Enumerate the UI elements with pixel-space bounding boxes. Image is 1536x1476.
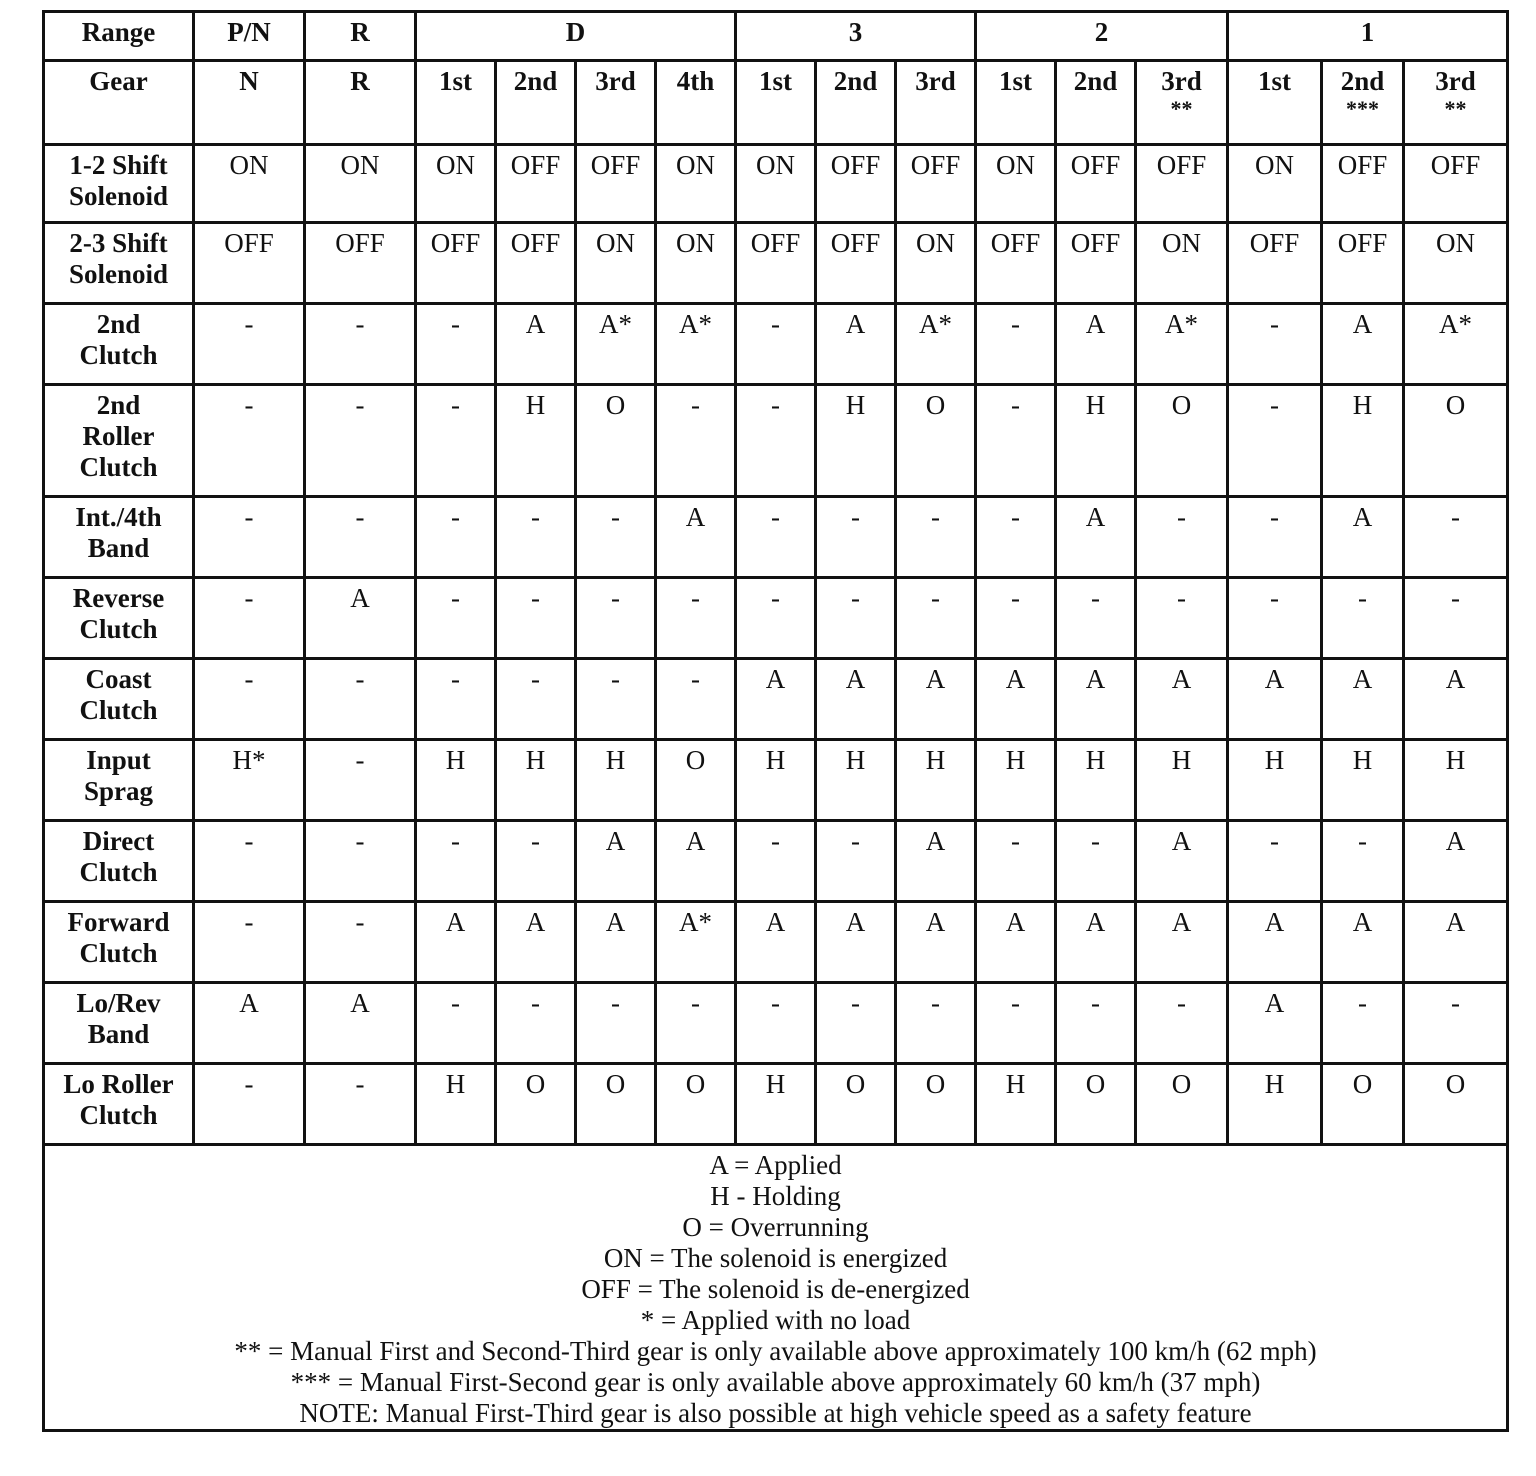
table-cell: A <box>816 659 896 740</box>
table-cell: A <box>1056 659 1136 740</box>
gear-name: 1st <box>439 66 472 96</box>
table-row <box>44 223 1508 304</box>
table-cell: OFF <box>1322 145 1404 223</box>
table-cell: - <box>194 304 305 385</box>
table-cell: - <box>976 385 1056 497</box>
gear-name: 2nd <box>1073 66 1118 96</box>
table-cell: A <box>1322 659 1404 740</box>
component-label-line: Coast <box>85 664 152 694</box>
table-cell: A <box>896 659 976 740</box>
range-header-row <box>44 12 1508 61</box>
table-cell: - <box>194 1064 305 1145</box>
table-cell: - <box>816 821 896 902</box>
table-cell: A* <box>656 304 736 385</box>
table-cell: ON <box>656 145 736 223</box>
legend-item: *** = Manual First-Second gear is only available above approximately 60 km/h (37 mph) <box>290 1367 1261 1397</box>
legend-item: ** = Manual First and Second-Third gear is only available above approximately 100 km/h (62 mph) <box>234 1336 1317 1366</box>
range-header: 3 <box>736 12 976 61</box>
table-cell: - <box>305 821 416 902</box>
table-cell: - <box>305 1064 416 1145</box>
table-cell: H <box>736 1064 816 1145</box>
table-cell: A <box>576 902 656 983</box>
table-cell: A <box>976 659 1056 740</box>
table-cell: OFF <box>1056 145 1136 223</box>
table-cell: OFF <box>496 145 576 223</box>
table-cell: ON <box>656 223 736 304</box>
range-label: Range <box>44 12 194 61</box>
gear-name: 1st <box>999 66 1033 96</box>
table-cell: - <box>1322 578 1404 659</box>
gear-header <box>1056 61 1136 145</box>
table-cell: O <box>656 740 736 821</box>
table-cell: - <box>736 821 816 902</box>
table-cell: H <box>576 740 656 821</box>
table-cell: H <box>1322 740 1404 821</box>
table-cell: A <box>416 902 496 983</box>
table-cell: - <box>576 578 656 659</box>
table-cell: H <box>496 385 576 497</box>
table-cell: - <box>305 902 416 983</box>
table-row <box>44 304 1508 385</box>
table-cell: - <box>416 983 496 1064</box>
gear-name: 3rd <box>1435 66 1476 96</box>
table-cell: - <box>1136 578 1228 659</box>
table-cell: H <box>736 740 816 821</box>
table-cell: A <box>1404 821 1508 902</box>
gear-name: R <box>350 66 370 96</box>
table-cell: - <box>736 497 816 578</box>
table-cell: H <box>1136 740 1228 821</box>
table-cell: ON <box>194 145 305 223</box>
table-cell: - <box>576 659 656 740</box>
component-label-line: Clutch <box>79 857 158 887</box>
table-cell: - <box>656 983 736 1064</box>
component-label-line: 2nd <box>96 390 141 420</box>
component-label-line: Clutch <box>79 1100 158 1130</box>
gear-name: N <box>239 66 259 96</box>
table-cell: O <box>1322 1064 1404 1145</box>
table-cell: O <box>1136 385 1228 497</box>
gear-header <box>194 61 305 145</box>
table-cell: - <box>576 983 656 1064</box>
component-label-line: Band <box>87 533 150 563</box>
table-cell: ON <box>416 145 496 223</box>
table-cell: - <box>416 821 496 902</box>
table-cell: H <box>976 740 1056 821</box>
table-cell: - <box>736 983 816 1064</box>
gear-note: *** <box>1346 96 1380 121</box>
table-cell: - <box>736 385 816 497</box>
table-cell: - <box>1228 385 1322 497</box>
table-cell: - <box>194 385 305 497</box>
legend-item: * = Applied with no load <box>640 1305 911 1335</box>
table-cell: - <box>816 578 896 659</box>
table-cell: - <box>194 902 305 983</box>
legend-row <box>44 1145 1508 1431</box>
table-cell: - <box>1228 578 1322 659</box>
table-cell: A <box>816 902 896 983</box>
table-cell: O <box>656 1064 736 1145</box>
table-cell: A <box>1404 659 1508 740</box>
table-cell: - <box>576 497 656 578</box>
component-label-line: Clutch <box>79 695 158 725</box>
gear-label: Gear <box>44 61 194 145</box>
table-row <box>44 902 1508 983</box>
component-label-line: Roller <box>82 421 155 451</box>
table-cell: - <box>896 497 976 578</box>
clutch-application-chart <box>42 10 1506 1432</box>
table-cell: - <box>194 497 305 578</box>
table-cell: A <box>896 902 976 983</box>
table-cell: ON <box>305 145 416 223</box>
range-header: P/N <box>194 12 305 61</box>
component-label <box>44 223 194 304</box>
table-cell: - <box>305 659 416 740</box>
component-label-line: 1-2 Shift <box>69 150 168 180</box>
gear-name: 2nd <box>513 66 558 96</box>
table-cell: OFF <box>736 223 816 304</box>
gear-name: 3rd <box>595 66 636 96</box>
table-cell: A <box>194 983 305 1064</box>
table-row <box>44 821 1508 902</box>
gear-header <box>1404 61 1508 145</box>
gear-header <box>576 61 656 145</box>
table-cell: - <box>416 385 496 497</box>
table-row <box>44 385 1508 497</box>
component-label-line: Lo Roller <box>63 1069 174 1099</box>
component-label-line: Forward <box>67 907 170 937</box>
range-header: D <box>416 12 736 61</box>
table-cell: O <box>496 1064 576 1145</box>
table-cell: ON <box>896 223 976 304</box>
table-cell: - <box>496 497 576 578</box>
table-cell: ON <box>736 145 816 223</box>
table-cell: - <box>1136 497 1228 578</box>
table-cell: OFF <box>1322 223 1404 304</box>
table-cell: A <box>656 497 736 578</box>
range-header: 1 <box>1228 12 1508 61</box>
table-cell: A <box>496 304 576 385</box>
table-cell: O <box>576 385 656 497</box>
table-cell: A <box>1056 497 1136 578</box>
gear-header <box>1136 61 1228 145</box>
table-row <box>44 659 1508 740</box>
table-cell: OFF <box>305 223 416 304</box>
table-cell: A* <box>576 304 656 385</box>
table-cell: A <box>1136 902 1228 983</box>
table-cell: A <box>976 902 1056 983</box>
table-cell: A* <box>656 902 736 983</box>
table-cell: - <box>416 578 496 659</box>
table-cell: H <box>816 740 896 821</box>
table-cell: H <box>496 740 576 821</box>
gear-header <box>656 61 736 145</box>
table-cell: A <box>1136 659 1228 740</box>
table-cell: - <box>194 659 305 740</box>
gear-header <box>976 61 1056 145</box>
table-cell: O <box>1404 1064 1508 1145</box>
component-label <box>44 983 194 1064</box>
table-cell: - <box>496 983 576 1064</box>
table-cell: A <box>1056 304 1136 385</box>
table-cell: OFF <box>1136 145 1228 223</box>
component-label <box>44 578 194 659</box>
component-label-line: Sprag <box>83 776 154 806</box>
gear-header <box>736 61 816 145</box>
table-cell: - <box>656 659 736 740</box>
table-cell: OFF <box>816 223 896 304</box>
table-cell: OFF <box>576 145 656 223</box>
table-cell: - <box>1136 983 1228 1064</box>
gear-header <box>896 61 976 145</box>
table-cell: A <box>305 578 416 659</box>
table-cell: A <box>1322 902 1404 983</box>
table-cell: A <box>656 821 736 902</box>
table-cell: - <box>1228 821 1322 902</box>
component-label <box>44 740 194 821</box>
table-row <box>44 983 1508 1064</box>
gear-header <box>496 61 576 145</box>
table-cell: - <box>416 659 496 740</box>
gear-header-row <box>44 61 1508 145</box>
table-cell: O <box>576 1064 656 1145</box>
table-cell: - <box>1056 821 1136 902</box>
table-cell: O <box>1404 385 1508 497</box>
table-cell: - <box>1404 578 1508 659</box>
table-cell: - <box>416 497 496 578</box>
table-cell: - <box>976 304 1056 385</box>
component-label <box>44 1064 194 1145</box>
table-cell: H <box>896 740 976 821</box>
table-cell: - <box>305 497 416 578</box>
table-cell: - <box>416 304 496 385</box>
table-cell: - <box>976 578 1056 659</box>
table-cell: H <box>416 740 496 821</box>
table-cell: A <box>1056 902 1136 983</box>
table-cell: OFF <box>976 223 1056 304</box>
component-label-line: Int./4th <box>75 502 162 532</box>
table-cell: OFF <box>816 145 896 223</box>
table-cell: H <box>1056 385 1136 497</box>
table-cell: - <box>305 740 416 821</box>
table-cell: OFF <box>896 145 976 223</box>
gear-name: 2nd <box>833 66 878 96</box>
table-cell: H <box>1322 385 1404 497</box>
table-cell: A <box>305 983 416 1064</box>
table-cell: OFF <box>1056 223 1136 304</box>
component-label-line: Lo/Rev <box>76 988 161 1018</box>
table-cell: - <box>976 983 1056 1064</box>
table-cell: - <box>1056 578 1136 659</box>
table-cell: O <box>816 1064 896 1145</box>
component-label-line: Direct <box>82 826 155 856</box>
table-cell: - <box>1228 304 1322 385</box>
table-cell: OFF <box>496 223 576 304</box>
table-cell: A <box>496 902 576 983</box>
table-cell: O <box>896 1064 976 1145</box>
table-cell: - <box>816 497 896 578</box>
table-cell: - <box>194 821 305 902</box>
component-label-line: Clutch <box>79 614 158 644</box>
gear-name: 3rd <box>915 66 956 96</box>
table-cell: ON <box>1136 223 1228 304</box>
component-label <box>44 385 194 497</box>
table-cell: - <box>816 983 896 1064</box>
component-label <box>44 145 194 223</box>
table-cell: H <box>1056 740 1136 821</box>
gear-note: ** <box>1170 96 1193 121</box>
table-cell: A* <box>1136 304 1228 385</box>
table-cell: - <box>1404 983 1508 1064</box>
table-cell: - <box>1404 497 1508 578</box>
legend-item: O = Overrunning <box>682 1212 869 1242</box>
table-cell: OFF <box>1404 145 1508 223</box>
gear-header <box>816 61 896 145</box>
table-row <box>44 497 1508 578</box>
table-body <box>44 12 1508 1431</box>
table-cell: - <box>1228 497 1322 578</box>
table-row <box>44 740 1508 821</box>
component-label <box>44 821 194 902</box>
component-label-line: Clutch <box>79 340 158 370</box>
legend-item: A = Applied <box>709 1150 842 1180</box>
component-label <box>44 902 194 983</box>
component-label <box>44 659 194 740</box>
component-label-line: Solenoid <box>68 181 169 211</box>
table-cell: A <box>1136 821 1228 902</box>
gear-header <box>1322 61 1404 145</box>
table-cell: A <box>1228 902 1322 983</box>
component-label-line: Clutch <box>79 938 158 968</box>
component-label-line: Clutch <box>79 452 158 482</box>
table-cell: H <box>816 385 896 497</box>
legend-item: H - Holding <box>710 1181 841 1211</box>
table-cell: H* <box>194 740 305 821</box>
table-cell: - <box>896 578 976 659</box>
gear-name: 1st <box>1258 66 1292 96</box>
table-cell: - <box>1322 821 1404 902</box>
table-cell: - <box>896 983 976 1064</box>
table-cell: ON <box>976 145 1056 223</box>
table-cell: A <box>576 821 656 902</box>
table-cell: - <box>736 304 816 385</box>
component-label <box>44 304 194 385</box>
table-cell: A <box>736 902 816 983</box>
table-row <box>44 1064 1508 1145</box>
table-cell: A <box>736 659 816 740</box>
table-cell: - <box>976 821 1056 902</box>
table-cell: O <box>1136 1064 1228 1145</box>
table-cell: ON <box>1404 223 1508 304</box>
table-cell: H <box>416 1064 496 1145</box>
table-cell: - <box>976 497 1056 578</box>
table-cell: - <box>656 385 736 497</box>
table-cell: - <box>1056 983 1136 1064</box>
table-cell: H <box>1228 1064 1322 1145</box>
table-cell: - <box>1322 983 1404 1064</box>
gear-header <box>416 61 496 145</box>
table-cell: O <box>1056 1064 1136 1145</box>
table-row <box>44 578 1508 659</box>
component-label <box>44 497 194 578</box>
table-cell: - <box>496 578 576 659</box>
gear-name: 4th <box>676 66 715 96</box>
table-cell: - <box>736 578 816 659</box>
table-cell: OFF <box>1228 223 1322 304</box>
component-label-line: 2nd <box>96 309 141 339</box>
legend-item: OFF = The solenoid is de-energized <box>581 1274 970 1304</box>
component-label-line: 2-3 Shift <box>69 228 168 258</box>
table-cell: H <box>976 1064 1056 1145</box>
table-cell: OFF <box>416 223 496 304</box>
table-cell: H <box>1404 740 1508 821</box>
table-cell: OFF <box>194 223 305 304</box>
table-cell: - <box>656 578 736 659</box>
table-cell: O <box>896 385 976 497</box>
table-cell: - <box>305 304 416 385</box>
table-cell: A <box>1228 659 1322 740</box>
table-cell: A <box>896 821 976 902</box>
component-label-line: Band <box>87 1019 150 1049</box>
table-cell: - <box>305 385 416 497</box>
table-cell: ON <box>576 223 656 304</box>
component-label-line: Solenoid <box>68 259 169 289</box>
table-cell: A <box>1322 497 1404 578</box>
range-header: R <box>305 12 416 61</box>
gear-header <box>305 61 416 145</box>
table-cell: A* <box>1404 304 1508 385</box>
table-cell: A <box>1404 902 1508 983</box>
gear-name: 2nd <box>1340 66 1385 96</box>
table-cell: A <box>1228 983 1322 1064</box>
component-label-line: Input <box>86 745 151 775</box>
gear-header <box>1228 61 1322 145</box>
gear-name: 3rd <box>1161 66 1202 96</box>
gear-note: ** <box>1444 96 1467 121</box>
legend-item: ON = The solenoid is energized <box>603 1243 948 1273</box>
table-cell: - <box>496 659 576 740</box>
table-cell: - <box>194 578 305 659</box>
table-cell: A* <box>896 304 976 385</box>
legend-item: NOTE: Manual First-Third gear is also possible at high vehicle speed as a safety feature <box>299 1398 1252 1428</box>
table-cell: H <box>1228 740 1322 821</box>
table-cell: A <box>816 304 896 385</box>
table-cell: - <box>496 821 576 902</box>
gear-name: 1st <box>759 66 792 96</box>
table-cell: A <box>1322 304 1404 385</box>
table-row <box>44 145 1508 223</box>
application-table <box>42 10 1509 1432</box>
component-label-line: Reverse <box>72 583 165 613</box>
table-cell: ON <box>1228 145 1322 223</box>
range-header: 2 <box>976 12 1228 61</box>
legend <box>44 1145 1508 1431</box>
